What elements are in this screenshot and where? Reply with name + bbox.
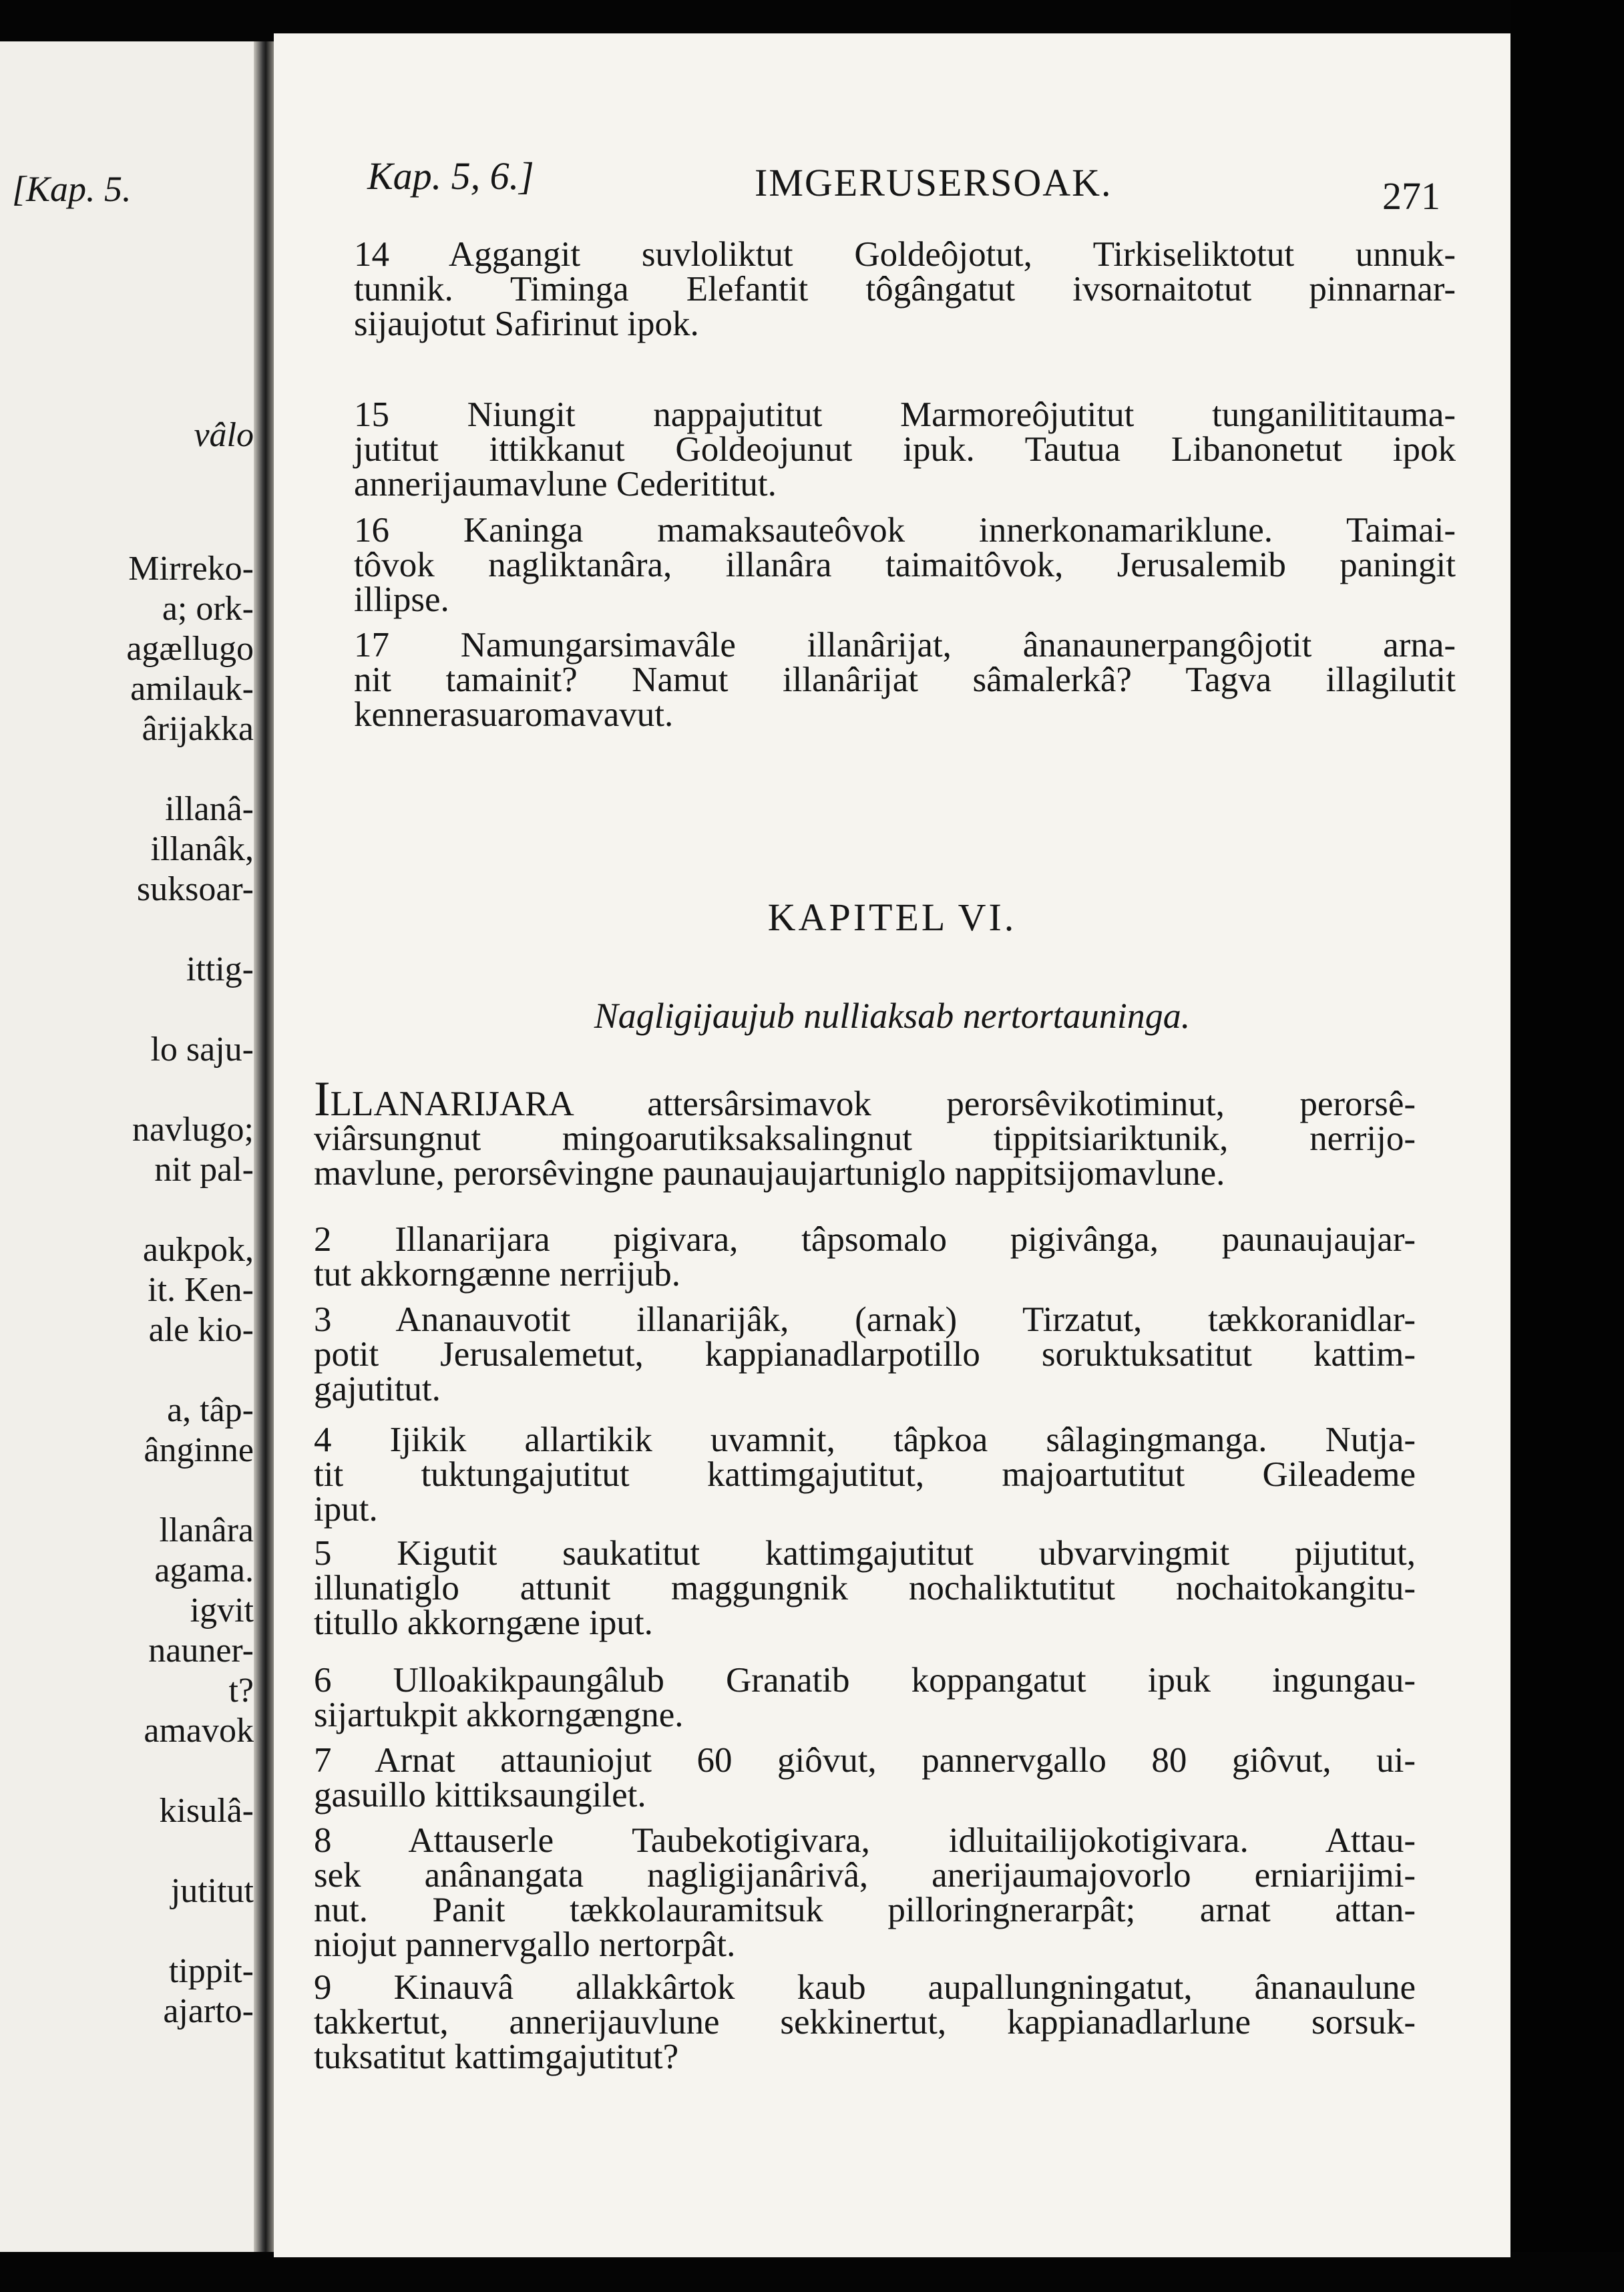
- verse: [354, 513, 1456, 617]
- book-gutter: [254, 41, 274, 2252]
- verse-line: viârsungnut mingoarutiksaksalingnut tippitsiariktunik, nerrijo-: [314, 1119, 1416, 1158]
- verse-line: 16 Kaninga mamaksauteôvok innerkonamariklune. Taimai-: [354, 511, 1456, 550]
- verse-line: tunnik. Timinga Elefantit tôgângatut ivsornaitotut pinnarnar-: [354, 270, 1456, 309]
- verse-line: 4 Ijikik allartikik uvamnit, tâpkoa sâlagingmanga. Nutja-: [314, 1420, 1416, 1459]
- page-number: 271: [1382, 174, 1440, 218]
- verse-line: tôvok nagliktanâra, illanâra taimaitôvok, Jerusalemib paningit: [354, 546, 1456, 584]
- previous-page-line: agællugo: [126, 630, 254, 668]
- previous-page-line: illanâk,: [150, 830, 254, 868]
- previous-page-line: igvit: [190, 1591, 254, 1630]
- verse-line: titullo akkorngæne iput.: [314, 1603, 653, 1642]
- verse-line: 15 Niungit nappajutitut Marmoreôjutitut tunganilititauma-: [354, 395, 1456, 434]
- verse-line: illunatiglo attunit maggungnik nochaliktutitut nochaitokangitu-: [314, 1569, 1416, 1607]
- scan-border-right: [1510, 0, 1624, 2292]
- previous-page-line: llanâra: [159, 1511, 254, 1549]
- previous-page-line: suksoar-: [136, 870, 254, 908]
- previous-page-line: amavok: [144, 1712, 254, 1750]
- verse-line: 5 Kigutit saukatitut kattimgajutitut ubvarvingmit pijutitut,: [314, 1534, 1416, 1573]
- previous-page-line: lo saju-: [150, 1030, 254, 1069]
- previous-page-line: ânginne: [144, 1431, 254, 1469]
- verse-line: tuksatitut kattimgajutitut?: [314, 2038, 679, 2076]
- verse-line: 3 Ananauvotit illanarijâk, (arnak) Tirzatut, tækkoranidlar-: [314, 1300, 1416, 1339]
- verse-line-text: LLANARIJARA attersârsimavok perorsêvikotiminut, perorsê-: [330, 1085, 1416, 1123]
- running-head-chapter: Kap. 5, 6.]: [367, 154, 534, 198]
- previous-page-line: ârijakka: [142, 710, 254, 748]
- previous-page-line: amilauk-: [130, 670, 254, 708]
- previous-page-line: jutitut: [170, 1872, 254, 1910]
- previous-page-line: a, tâp-: [167, 1391, 254, 1429]
- verse: [354, 237, 1456, 341]
- verse: [314, 1222, 1416, 1292]
- verse-line: annerijaumavlune Cederititut.: [354, 465, 777, 504]
- verse-line: kennerasuaromavavut.: [354, 695, 674, 734]
- verse-line: 7 Arnat attauniojut 60 giôvut, pannervgallo 80 giôvut, ui-: [314, 1741, 1416, 1780]
- verse-line: takkertut, annerijauvlune sekkinertut, kappianadlarlune sorsuk-: [314, 2003, 1416, 2042]
- verse-line: jutitut ittikkanut Goldeojunut ipuk. Tautua Libanonetut ipok: [354, 430, 1456, 469]
- verse: [314, 1536, 1416, 1640]
- verse-line: 8 Attauserle Taubekotigivara, idluitailijokotigivara. Attau-: [314, 1821, 1416, 1860]
- verse-line: niojut pannervgallo nertorpât.: [314, 1925, 736, 1964]
- verse-line: nit tamainit? Namut illanârijat sâmalerkâ? Tagva illagilutit: [354, 660, 1456, 699]
- verse-line: mavlune, perorsêvingne paunaujaujartuniglo nappitsijomavlune.: [314, 1154, 1225, 1193]
- verse-line: sek anânangata nagligijanârivâ, anerijaumajovorlo erniarijimi-: [314, 1856, 1416, 1895]
- previous-page-line: a; ork-: [162, 590, 254, 628]
- verse: [314, 1072, 1416, 1193]
- verse-line: gasuillo kittiksaungilet.: [314, 1776, 646, 1814]
- chapter-subtitle: Nagligijaujub nulliaksab nertortauninga.: [594, 996, 1191, 1036]
- previous-page-line: Mirreko-: [128, 550, 254, 588]
- previous-page-line: vâlo: [194, 416, 254, 454]
- scan-border-bottom: [0, 2252, 1624, 2292]
- previous-page-line: agama.: [154, 1551, 254, 1589]
- verse: [314, 1743, 1416, 1812]
- verse: [354, 397, 1456, 502]
- previous-page-running-head: [Kap. 5.: [12, 169, 132, 209]
- previous-page-line: illanâ-: [165, 790, 254, 828]
- verse-line: 17 Namungarsimavâle illanârijat, ânanaunerpangôjotit arna-: [354, 626, 1456, 664]
- previous-page-line: it. Ken-: [148, 1271, 254, 1309]
- verse-line: sijartukpit akkorngængne.: [314, 1696, 684, 1734]
- verse: [314, 1663, 1416, 1732]
- previous-page-line: t?: [228, 1672, 254, 1710]
- running-head-title: IMGERUSERSOAK.: [755, 161, 1112, 204]
- verse-line: gajutitut.: [314, 1370, 441, 1408]
- verse-line: 9 Kinauvâ allakkârtok kaub aupallungningatut, ânanaulune: [314, 1968, 1416, 2007]
- verse: [314, 1823, 1416, 1962]
- verse: [314, 1970, 1416, 2074]
- previous-page-line: ajarto-: [163, 1992, 254, 2030]
- previous-page-line: navlugo;: [132, 1111, 254, 1149]
- previous-page-line: aukpok,: [142, 1231, 254, 1269]
- previous-page-line: tippit-: [168, 1952, 254, 1990]
- verse-line: 2 Illanarijara pigivara, tâpsomalo pigivânga, paunaujaujar-: [314, 1220, 1416, 1259]
- verse: [354, 628, 1456, 732]
- previous-page-line: ittig-: [186, 950, 254, 988]
- running-header: [274, 154, 1510, 218]
- book-page: [274, 33, 1510, 2257]
- previous-page-line: nit pal-: [154, 1151, 254, 1189]
- chapter-title: KAPITEL VI.: [767, 896, 1017, 939]
- verse: [314, 1302, 1416, 1406]
- previous-page-line: kisulâ-: [159, 1792, 254, 1830]
- verse-line: tut akkorngænne nerrijub.: [314, 1255, 681, 1294]
- verse-line: potit Jerusalemetut, kappianadlarpotillo soruktuksatitut kattim-: [314, 1335, 1416, 1374]
- previous-page-line: nauner-: [148, 1632, 254, 1670]
- verse: [314, 1422, 1416, 1527]
- verse-line: iput.: [314, 1490, 378, 1529]
- verse-line: [314, 1072, 1416, 1127]
- previous-page-line: ale kio-: [148, 1311, 254, 1349]
- drop-cap: I: [314, 1072, 331, 1127]
- verse-line: illipse.: [354, 580, 449, 619]
- previous-page-fragment: [0, 41, 254, 2252]
- verse-line: tit tuktungajutitut kattimgajutitut, majoartutitut Gileademe: [314, 1455, 1416, 1494]
- verse-line: 6 Ulloakikpaungâlub Granatib koppangatut ipuk ingungau-: [314, 1661, 1416, 1700]
- verse-line: nut. Panit tækkolauramitsuk pilloringnerarpât; arnat attan-: [314, 1891, 1416, 1929]
- verse-line: 14 Aggangit suvloliktut Goldeôjotut, Tirkiseliktotut unnuk-: [354, 235, 1456, 274]
- verse-line: sijaujotut Safirinut ipok.: [354, 305, 699, 343]
